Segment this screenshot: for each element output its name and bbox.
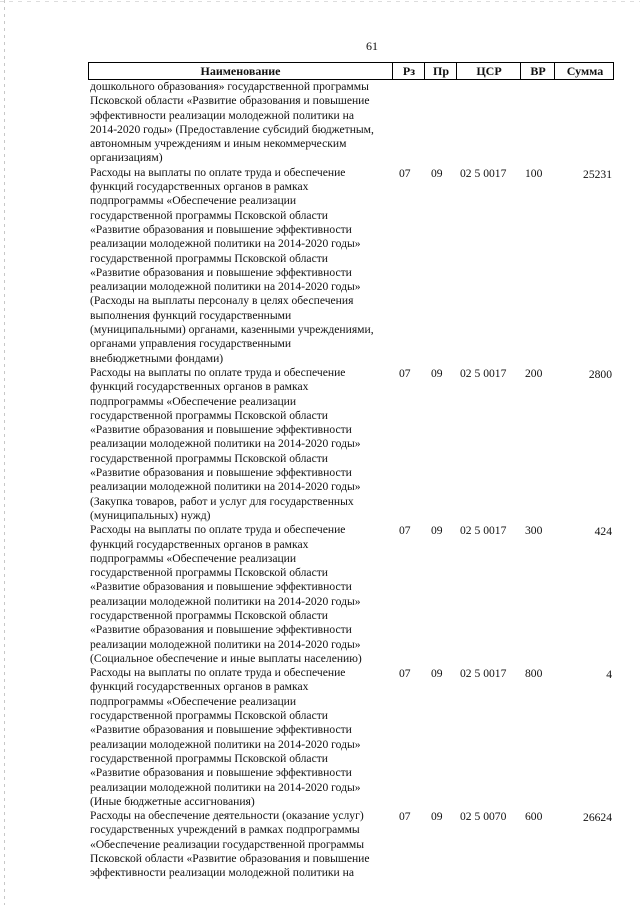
text-line: государственной программы Псковской области	[90, 608, 328, 622]
text-line: «Развитие образования и повышение эффективности	[90, 766, 352, 780]
text-line: автономным учреждениям и иным некоммерческим	[90, 137, 347, 151]
cell-csr: 02 5 0017	[460, 366, 507, 380]
header-sum: Сумма	[554, 63, 615, 79]
text-line: государственной программы Псковской области	[90, 566, 328, 580]
cell-vr: 300	[525, 524, 543, 538]
table-row	[88, 666, 614, 809]
cell-csr: 02 5 0017	[460, 524, 507, 538]
text-line: (Социальное обеспечение и иные выплаты населению)	[90, 651, 362, 665]
cell-rz: 07	[399, 366, 411, 380]
text-line: (Иные бюджетные ассигнования)	[90, 794, 255, 808]
text-line: эффективности реализации молодежной политики на	[90, 108, 354, 122]
text-line: органами управления государственными	[90, 337, 292, 351]
text-line: выполнения функций государственными	[90, 308, 292, 322]
text-line: «Развитие образования и повышение эффективности	[90, 466, 352, 480]
header-rz: Рз	[392, 63, 425, 79]
row-description	[88, 666, 390, 809]
cell-pr: 09	[431, 166, 443, 180]
text-line: подпрограммы «Обеспечение реализации	[90, 194, 297, 208]
text-line: реализации молодежной политики на 2014-2020 годы»	[90, 237, 361, 251]
budget-table	[88, 62, 614, 881]
scan-edge-left	[4, 0, 5, 905]
text-line: «Развитие образования и повышение эффективности	[90, 222, 352, 236]
text-line: (муниципальными) органами, казенными учреждениями,	[90, 323, 374, 337]
cell-csr: 02 5 0070	[460, 810, 507, 824]
text-line: функций государственных органов в рамках	[90, 680, 309, 694]
text-line: реализации молодежной политики на 2014-2020 годы»	[90, 280, 361, 294]
text-line: «Обеспечение реализации государственной программы	[90, 837, 365, 851]
cell-csr: 02 5 0017	[460, 166, 507, 180]
text-line: реализации молодежной политики на 2014-2020 годы»	[90, 737, 361, 751]
text-line: организациям)	[90, 151, 163, 165]
text-line: «Развитие образования и повышение эффективности	[90, 580, 352, 594]
cell-sum: 2800	[588, 367, 612, 381]
cell-vr: 200	[525, 366, 543, 380]
text-line: «Развитие образования и повышение эффективности	[90, 265, 352, 279]
text-line: функций государственных органов в рамках	[90, 380, 309, 394]
header-name: Наименование	[200, 64, 281, 78]
text-line: государственной программы Псковской области	[90, 451, 328, 465]
row-description	[88, 523, 390, 666]
table-body	[88, 166, 614, 881]
text-line: «Развитие образования и повышение эффективности	[90, 623, 352, 637]
text-line: Псковской области «Развитие образования и повышение	[90, 852, 370, 866]
cell-sum: 424	[594, 525, 612, 539]
text-line: государственной программы Псковской области	[90, 751, 328, 765]
text-line: Расходы на выплаты по оплате труда и обеспечение	[90, 365, 346, 379]
cell-sum: 26624	[583, 811, 612, 825]
text-line: Расходы на обеспечение деятельности (оказание услуг)	[90, 809, 364, 823]
text-line: дошкольного образования» государственной программы	[90, 80, 369, 93]
text-line: реализации молодежной политики на 2014-2020 годы»	[90, 594, 361, 608]
text-line: реализации молодежной политики на 2014-2020 годы»	[90, 637, 361, 651]
text-line: государственной программы Псковской области	[90, 709, 328, 723]
row-description	[88, 809, 390, 880]
text-line: государственной программы Псковской области	[90, 251, 328, 265]
header-csr: ЦСР	[456, 63, 521, 79]
text-line: «Развитие образования и повышение эффективности	[90, 723, 352, 737]
text-line: (Закупка товаров, работ и услуг для государственных	[90, 494, 354, 508]
table-row	[88, 809, 614, 880]
continuation-text	[88, 80, 390, 166]
cell-pr: 09	[431, 810, 443, 824]
cell-vr: 600	[525, 810, 543, 824]
text-line: государственной программы Псковской области	[90, 208, 328, 222]
text-line: Расходы на выплаты по оплате труда и обеспечение	[90, 523, 346, 537]
text-line: Расходы на выплаты по оплате труда и обеспечение	[90, 165, 346, 179]
text-line: (муниципальных) нужд)	[90, 508, 211, 522]
text-line: реализации молодежной политики на 2014-2020 годы»	[90, 437, 361, 451]
table-header	[88, 62, 614, 80]
cell-csr: 02 5 0017	[460, 667, 507, 681]
text-line: подпрограммы «Обеспечение реализации	[90, 694, 297, 708]
text-line: подпрограммы «Обеспечение реализации	[90, 394, 297, 408]
text-line: государственной программы Псковской области	[90, 408, 328, 422]
cell-vr: 800	[525, 667, 543, 681]
text-line: государственных учреждений в рамках подпрограммы	[90, 823, 360, 837]
text-line: 2014-2020 годы» (Предоставление субсидий бюджетным,	[90, 122, 374, 136]
row-description	[88, 166, 390, 366]
cell-vr: 100	[525, 166, 543, 180]
cell-pr: 09	[431, 366, 443, 380]
header-pr: Пр	[424, 63, 457, 79]
cell-rz: 07	[399, 667, 411, 681]
cell-rz: 07	[399, 524, 411, 538]
cell-rz: 07	[399, 166, 411, 180]
text-line: реализации молодежной политики на 2014-2020 годы»	[90, 480, 361, 494]
cell-sum: 4	[606, 668, 612, 682]
cell-pr: 09	[431, 524, 443, 538]
text-line: подпрограммы «Обеспечение реализации	[90, 551, 297, 565]
text-line: эффективности реализации молодежной политики на	[90, 866, 354, 880]
text-line: функций государственных органов в рамках	[90, 537, 309, 551]
text-line: Псковской области «Развитие образования и повышение	[90, 94, 370, 108]
cell-sum: 25231	[583, 167, 612, 181]
text-line: внебюджетными фондами)	[90, 351, 224, 365]
table-row	[88, 366, 614, 523]
table-row	[88, 523, 614, 666]
text-line: реализации молодежной политики на 2014-2020 годы»	[90, 780, 361, 794]
continuation-row	[88, 80, 614, 166]
text-line: Расходы на выплаты по оплате труда и обеспечение	[90, 666, 346, 680]
text-line: «Развитие образования и повышение эффективности	[90, 423, 352, 437]
table-row	[88, 166, 614, 366]
header-vr: ВР	[520, 63, 555, 79]
scan-edge-top	[0, 1, 640, 2]
row-description	[88, 366, 390, 523]
text-line: (Расходы на выплаты персоналу в целях обеспечения	[90, 294, 354, 308]
page-number: 61	[366, 39, 378, 53]
cell-pr: 09	[431, 667, 443, 681]
cell-rz: 07	[399, 810, 411, 824]
text-line: функций государственных органов в рамках	[90, 180, 309, 194]
